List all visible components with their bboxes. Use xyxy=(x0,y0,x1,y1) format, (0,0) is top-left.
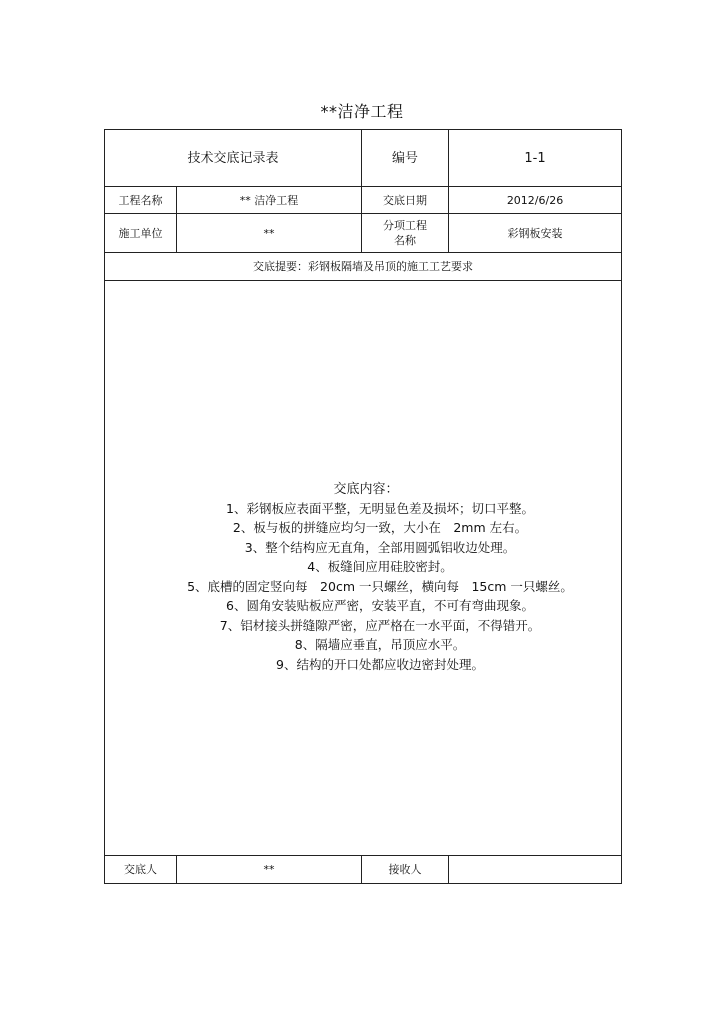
discloser-value: ** xyxy=(177,856,362,884)
list-item: 5、底槽的固定竖向每 20cm 一只螺丝，横向每 15cm 一只螺丝。 xyxy=(187,578,573,594)
list-item: 6、圆角安装贴板应严密，安装平直，不可有弯曲现象。 xyxy=(226,598,534,614)
content-row xyxy=(105,281,622,856)
construction-unit-label: 施工单位 xyxy=(105,214,177,253)
receiver-value xyxy=(449,856,622,884)
disclosure-date-label: 交底日期 xyxy=(362,187,449,214)
number-label: 编号 xyxy=(362,130,449,187)
sub-project-label-line2: 名称 xyxy=(394,234,417,247)
sub-project-label-line1: 分项工程 xyxy=(383,219,428,232)
list-item: 4、板缝间应用硅胶密封。 xyxy=(307,559,453,575)
list-item: 9、结构的开口处都应收边密封处理。 xyxy=(276,656,484,672)
summary-row xyxy=(105,253,622,281)
sub-project-label xyxy=(362,214,449,253)
unit-row xyxy=(105,214,622,253)
project-name-value: ** 洁净工程 xyxy=(177,187,362,214)
header-row xyxy=(105,130,622,187)
list-item: 2、板与板的拼缝应均匀一致，大小在 2mm 左右。 xyxy=(232,520,528,536)
technical-disclosure-table xyxy=(104,129,622,884)
discloser-label: 交底人 xyxy=(105,856,177,884)
number-value: 1-1 xyxy=(449,130,622,187)
list-item: 1、彩钢板应表面平整，无明显色差及损坏；切口平整。 xyxy=(226,500,534,516)
content-list xyxy=(105,499,621,675)
construction-unit-value: ** xyxy=(177,214,362,253)
list-item: 8、隔墙应垂直，吊顶应水平。 xyxy=(294,637,466,653)
disclosure-content xyxy=(105,281,622,856)
signature-row xyxy=(105,856,622,884)
list-item: 3、整个结构应无直角，全部用圆弧铝收边处理。 xyxy=(244,539,516,555)
project-name-label: 工程名称 xyxy=(105,187,177,214)
receiver-label: 接收人 xyxy=(362,856,449,884)
sub-project-value: 彩钢板安装 xyxy=(449,214,622,253)
list-item: 7、铝材接头拼缝隙严密，应严格在一水平面，不得错开。 xyxy=(219,617,541,633)
disclosure-summary: 交底提要：彩钢板隔墙及吊顶的施工工艺要求 xyxy=(105,253,622,281)
content-heading: 交底内容： xyxy=(333,481,399,497)
form-name: 技术交底记录表 xyxy=(105,130,362,187)
page-title: **洁净工程 xyxy=(320,102,404,121)
disclosure-date-value: 2012/6/26 xyxy=(449,187,622,214)
project-row xyxy=(105,187,622,214)
